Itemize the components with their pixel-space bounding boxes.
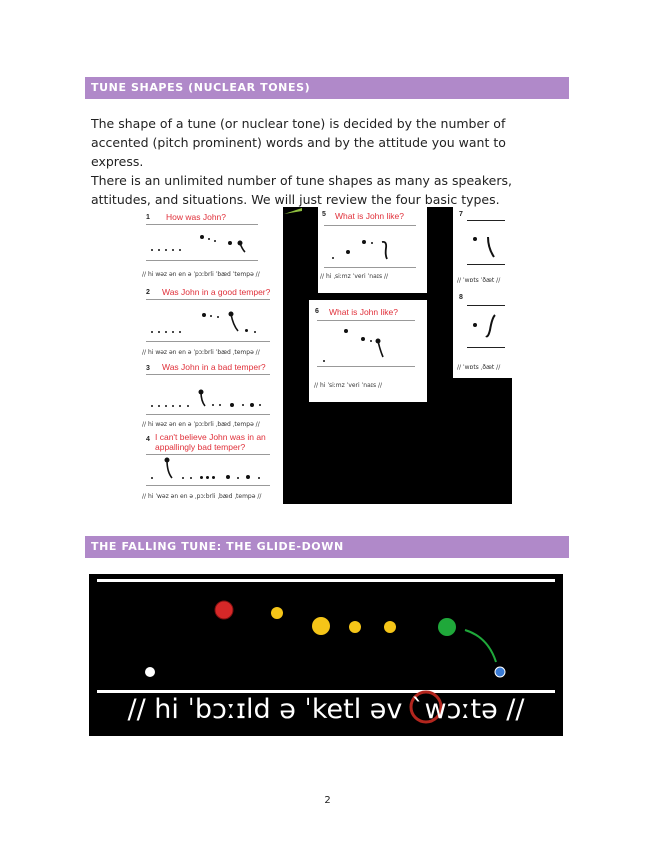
example-6-card [309, 300, 427, 402]
pitch-dot [371, 242, 373, 244]
example-number: 2 [146, 289, 150, 296]
example-number: 5 [322, 211, 326, 218]
pitch-dot-accent [346, 250, 350, 254]
pitch-dot [151, 477, 153, 479]
pitch-dot-accent [361, 337, 365, 341]
pitch-range-top [146, 374, 270, 375]
pitch-dot [187, 405, 189, 407]
pitch-dot-accent [230, 403, 234, 407]
example-question: Was John in a bad temper? [162, 362, 266, 372]
pitch-dot-accent [250, 403, 254, 407]
pitch-dot [151, 249, 153, 251]
example-question: What is John like? [335, 211, 404, 221]
example-transcription: // ˈwɒts ˌðæt // [457, 364, 501, 371]
glide-transcription: // hi ˈbɔːɪld ə ˈketl əv ˋwɔːtə // [127, 694, 525, 725]
pitch-range-top [146, 224, 258, 225]
pitch-dot-accent [226, 475, 230, 479]
pitch-dot [179, 249, 181, 251]
example-8-card [453, 290, 512, 378]
pitch-dot [332, 257, 334, 259]
example-number: 4 [146, 436, 150, 443]
example-number: 6 [315, 308, 319, 315]
example-transcription: // hi wəz ən en ə ˈpɔːbrli ˈbæd ˌtempə // [142, 349, 260, 356]
pitch-range-top [317, 320, 415, 321]
pitch-dot [151, 331, 153, 333]
pitch-dot [210, 315, 212, 317]
intro-paragraph-1: The shape of a tune (or nuclear tone) is decided by the number of accented (pitch prominent) words and by the attitude you want to express. [91, 116, 506, 169]
section-header-falling-tune [85, 536, 569, 558]
pitch-range-top [324, 225, 416, 226]
pitch-dot [214, 240, 216, 242]
example-question: How was John? [166, 212, 227, 222]
corner-mark [284, 208, 304, 216]
example-transcription: // hi ˌsiːmz ˈveri ˈnaɪs // [320, 273, 389, 280]
pitch-rise-fall [379, 239, 393, 261]
pitch-dot [254, 331, 256, 333]
pitch-dot-accent [362, 240, 366, 244]
pitch-dot [370, 340, 372, 342]
example-7-card [453, 207, 512, 293]
pitch-range-bottom [146, 341, 270, 342]
pitch-range-top [146, 454, 270, 455]
pitch-dot [259, 404, 261, 406]
pitch-dot [172, 331, 174, 333]
pitch-rise [483, 312, 497, 340]
pitch-range-bottom [324, 267, 416, 268]
example-number: 8 [459, 294, 463, 301]
example-5-card [318, 207, 427, 293]
section-header-tune-shapes [85, 77, 569, 99]
pitch-dot [206, 476, 209, 479]
pitch-dot [212, 404, 214, 406]
pitch-dot [179, 331, 181, 333]
pitch-dot-accent [200, 235, 204, 239]
example-number: 7 [459, 211, 463, 218]
syllable-dot-hi [145, 667, 155, 677]
examples-left-column [140, 207, 283, 504]
syllable-dot-unstressed [349, 621, 361, 633]
syllable-dot-unstressed [384, 621, 396, 633]
pitch-dot [179, 405, 181, 407]
pitch-dot [245, 329, 248, 332]
pitch-fall [485, 234, 497, 260]
example-transcription: // ˈwɒts ˈðæt // [457, 277, 501, 284]
pitch-fall [375, 338, 387, 360]
pitch-range-top [467, 220, 505, 221]
pitch-dot [208, 238, 210, 240]
pitch-fall [228, 311, 240, 333]
pitch-dot [165, 249, 167, 251]
example-transcription: // hi ˈsiːmz ˈveri ˈnaɪs // [314, 382, 383, 389]
section-title: THE FALLING TUNE: THE GLIDE-DOWN [91, 540, 344, 553]
pitch-dot-accent [202, 313, 206, 317]
pitch-dot-accent [473, 237, 477, 241]
pitch-range-bottom [146, 260, 258, 261]
pitch-dot-accent [228, 241, 232, 245]
page-number: 2 [324, 795, 331, 806]
pitch-fall [198, 389, 208, 409]
pitch-dot [158, 249, 160, 251]
syllable-dot-final [495, 667, 505, 677]
pitch-fall [164, 457, 176, 481]
pitch-range-bottom [146, 485, 270, 486]
pitch-dot [165, 331, 167, 333]
pitch-dot [200, 476, 203, 479]
syllable-dot-boiled-accent [215, 601, 233, 619]
pitch-range-bottom [467, 264, 505, 265]
example-question: I can't believe John was in an appallingly bad temper? [155, 432, 266, 452]
pitch-dot [190, 477, 192, 479]
pitch-range-bottom [467, 347, 505, 348]
pitch-fall [237, 240, 247, 254]
pitch-dot [172, 405, 174, 407]
pitch-range-top-line [97, 579, 555, 582]
pitch-dot [242, 404, 244, 406]
pitch-dot [219, 404, 221, 406]
example-question: What is John like? [329, 307, 398, 317]
pitch-dot [212, 476, 215, 479]
pitch-dot [237, 477, 239, 479]
pitch-range-top [467, 305, 505, 306]
pitch-dot-accent [344, 329, 348, 333]
section-title: TUNE SHAPES (NUCLEAR TONES) [91, 81, 311, 94]
example-transcription: // hi wəz ən en ə ˈpɔːbrli ˈbæd ˈtempə // [142, 271, 260, 278]
glide-down-curve [465, 630, 496, 662]
pitch-range-bottom [146, 414, 270, 415]
pitch-range-bottom [317, 366, 415, 367]
pitch-dot [323, 360, 325, 362]
intro-paragraph-2: There is an unlimited number of tune shapes as many as speakers, attitudes, and situations. We will just review the four basic types. [91, 173, 512, 207]
pitch-dot-accent [473, 323, 477, 327]
pitch-dot-accent [246, 475, 250, 479]
pitch-range-bottom-line [97, 690, 555, 693]
glide-down-illustration [89, 574, 563, 736]
example-transcription: // hi ˈwəz ən en ə ˌpɔːbrli ˌbæd ˌtempə // [142, 493, 262, 500]
pitch-dot [158, 405, 160, 407]
intro-text [91, 114, 561, 209]
pitch-dot [182, 477, 184, 479]
example-transcription: // hi wəz ən en ə ˈpɔːbrli ˌbæd ˌtempə // [142, 421, 260, 428]
pitch-dot [165, 405, 167, 407]
pitch-dot [217, 316, 219, 318]
example-number: 3 [146, 365, 150, 372]
example-question: Was John in a good temper? [162, 287, 271, 297]
syllable-dot-unstressed [271, 607, 283, 619]
pitch-dot [158, 331, 160, 333]
syllable-dot-water-nucleus [438, 618, 456, 636]
example-number: 1 [146, 214, 150, 221]
pitch-dot [258, 477, 260, 479]
pitch-dot [172, 249, 174, 251]
pitch-dot [151, 405, 153, 407]
pitch-range-top [146, 299, 270, 300]
syllable-dot-kettle-accent [312, 617, 330, 635]
